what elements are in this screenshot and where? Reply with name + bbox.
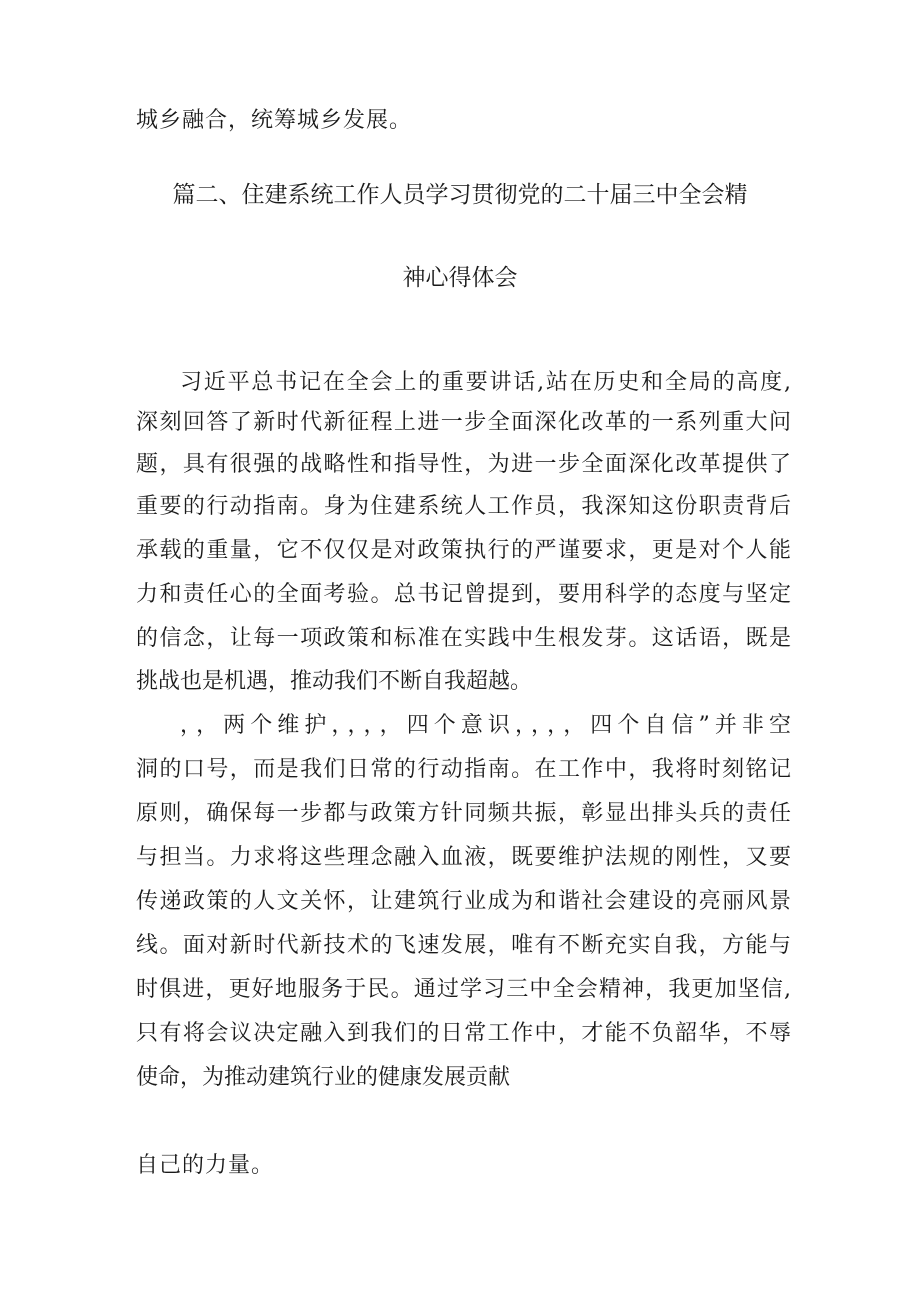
paragraph-line: 重要的行动指南。身为住建系统人工作员，我深知这份职责背后 <box>136 494 791 519</box>
closing-line: 自己的力量。 <box>136 1153 275 1178</box>
paragraph-line: 洞的口号，而是我们日常的行动指南。在工作中，我将时刻铭记 <box>136 757 791 782</box>
section-title-line-1: 篇二、住建系统工作人员学习贯彻党的二十届三中全会精 <box>172 182 748 208</box>
paragraph-line: 力和责任心的全面考验。总书记曾提到，要用科学的态度与坚定 <box>136 582 791 607</box>
paragraph-line: 传递政策的人文关怀，让建筑行业成为和谐社会建设的亮丽风景 <box>136 889 791 914</box>
paragraph-line: 只有将会议决定融入到我们的日常工作中，才能不负韶华，不辱 <box>136 1021 791 1046</box>
paragraph-line: 时俱进，更好地服务于民。通过学习三中全会精神，我更加坚信, <box>136 977 791 1002</box>
paragraph-line: 习近平总书记在全会上的重要讲话,站在历史和全局的高度, <box>180 370 791 395</box>
paragraph-line: 原则，确保每一步都与政策方针同频共振，彰显出排头兵的责任 <box>136 801 791 826</box>
section-title-line-2: 神心得体会 <box>402 265 518 291</box>
paragraph-line: 深刻回答了新时代新征程上进一步全面深化改革的一系列重大问 <box>136 410 791 435</box>
paragraph-line: 的信念，让每一项政策和标准在实践中生根发芽。这话语，既是 <box>136 626 791 651</box>
paragraph-line: 与担当。力求将这些理念融入血液，既要维护法规的刚性，又要 <box>136 845 791 870</box>
paragraph-line: 使命，为推动建筑行业的健康发展贡献 <box>136 1065 511 1090</box>
paragraph-line: 承载的重量，它不仅仅是对政策执行的严谨要求，更是对个人能 <box>136 538 791 563</box>
paragraph-line: ，，两个维护，，，，四个意识，，，，四个自信”并非空 <box>180 713 791 738</box>
continuation-line: 城乡融合，统筹城乡发展。 <box>136 108 413 133</box>
paragraph-line: 挑战也是机遇，推动我们不断自我超越。 <box>136 669 533 694</box>
paragraph-line: 线。面对新时代新技术的飞速发展，唯有不断充实自我，方能与 <box>136 933 791 958</box>
paragraph-line: 题，具有很强的战略性和指导性，为进一步全面深化改革提供了 <box>136 452 791 477</box>
